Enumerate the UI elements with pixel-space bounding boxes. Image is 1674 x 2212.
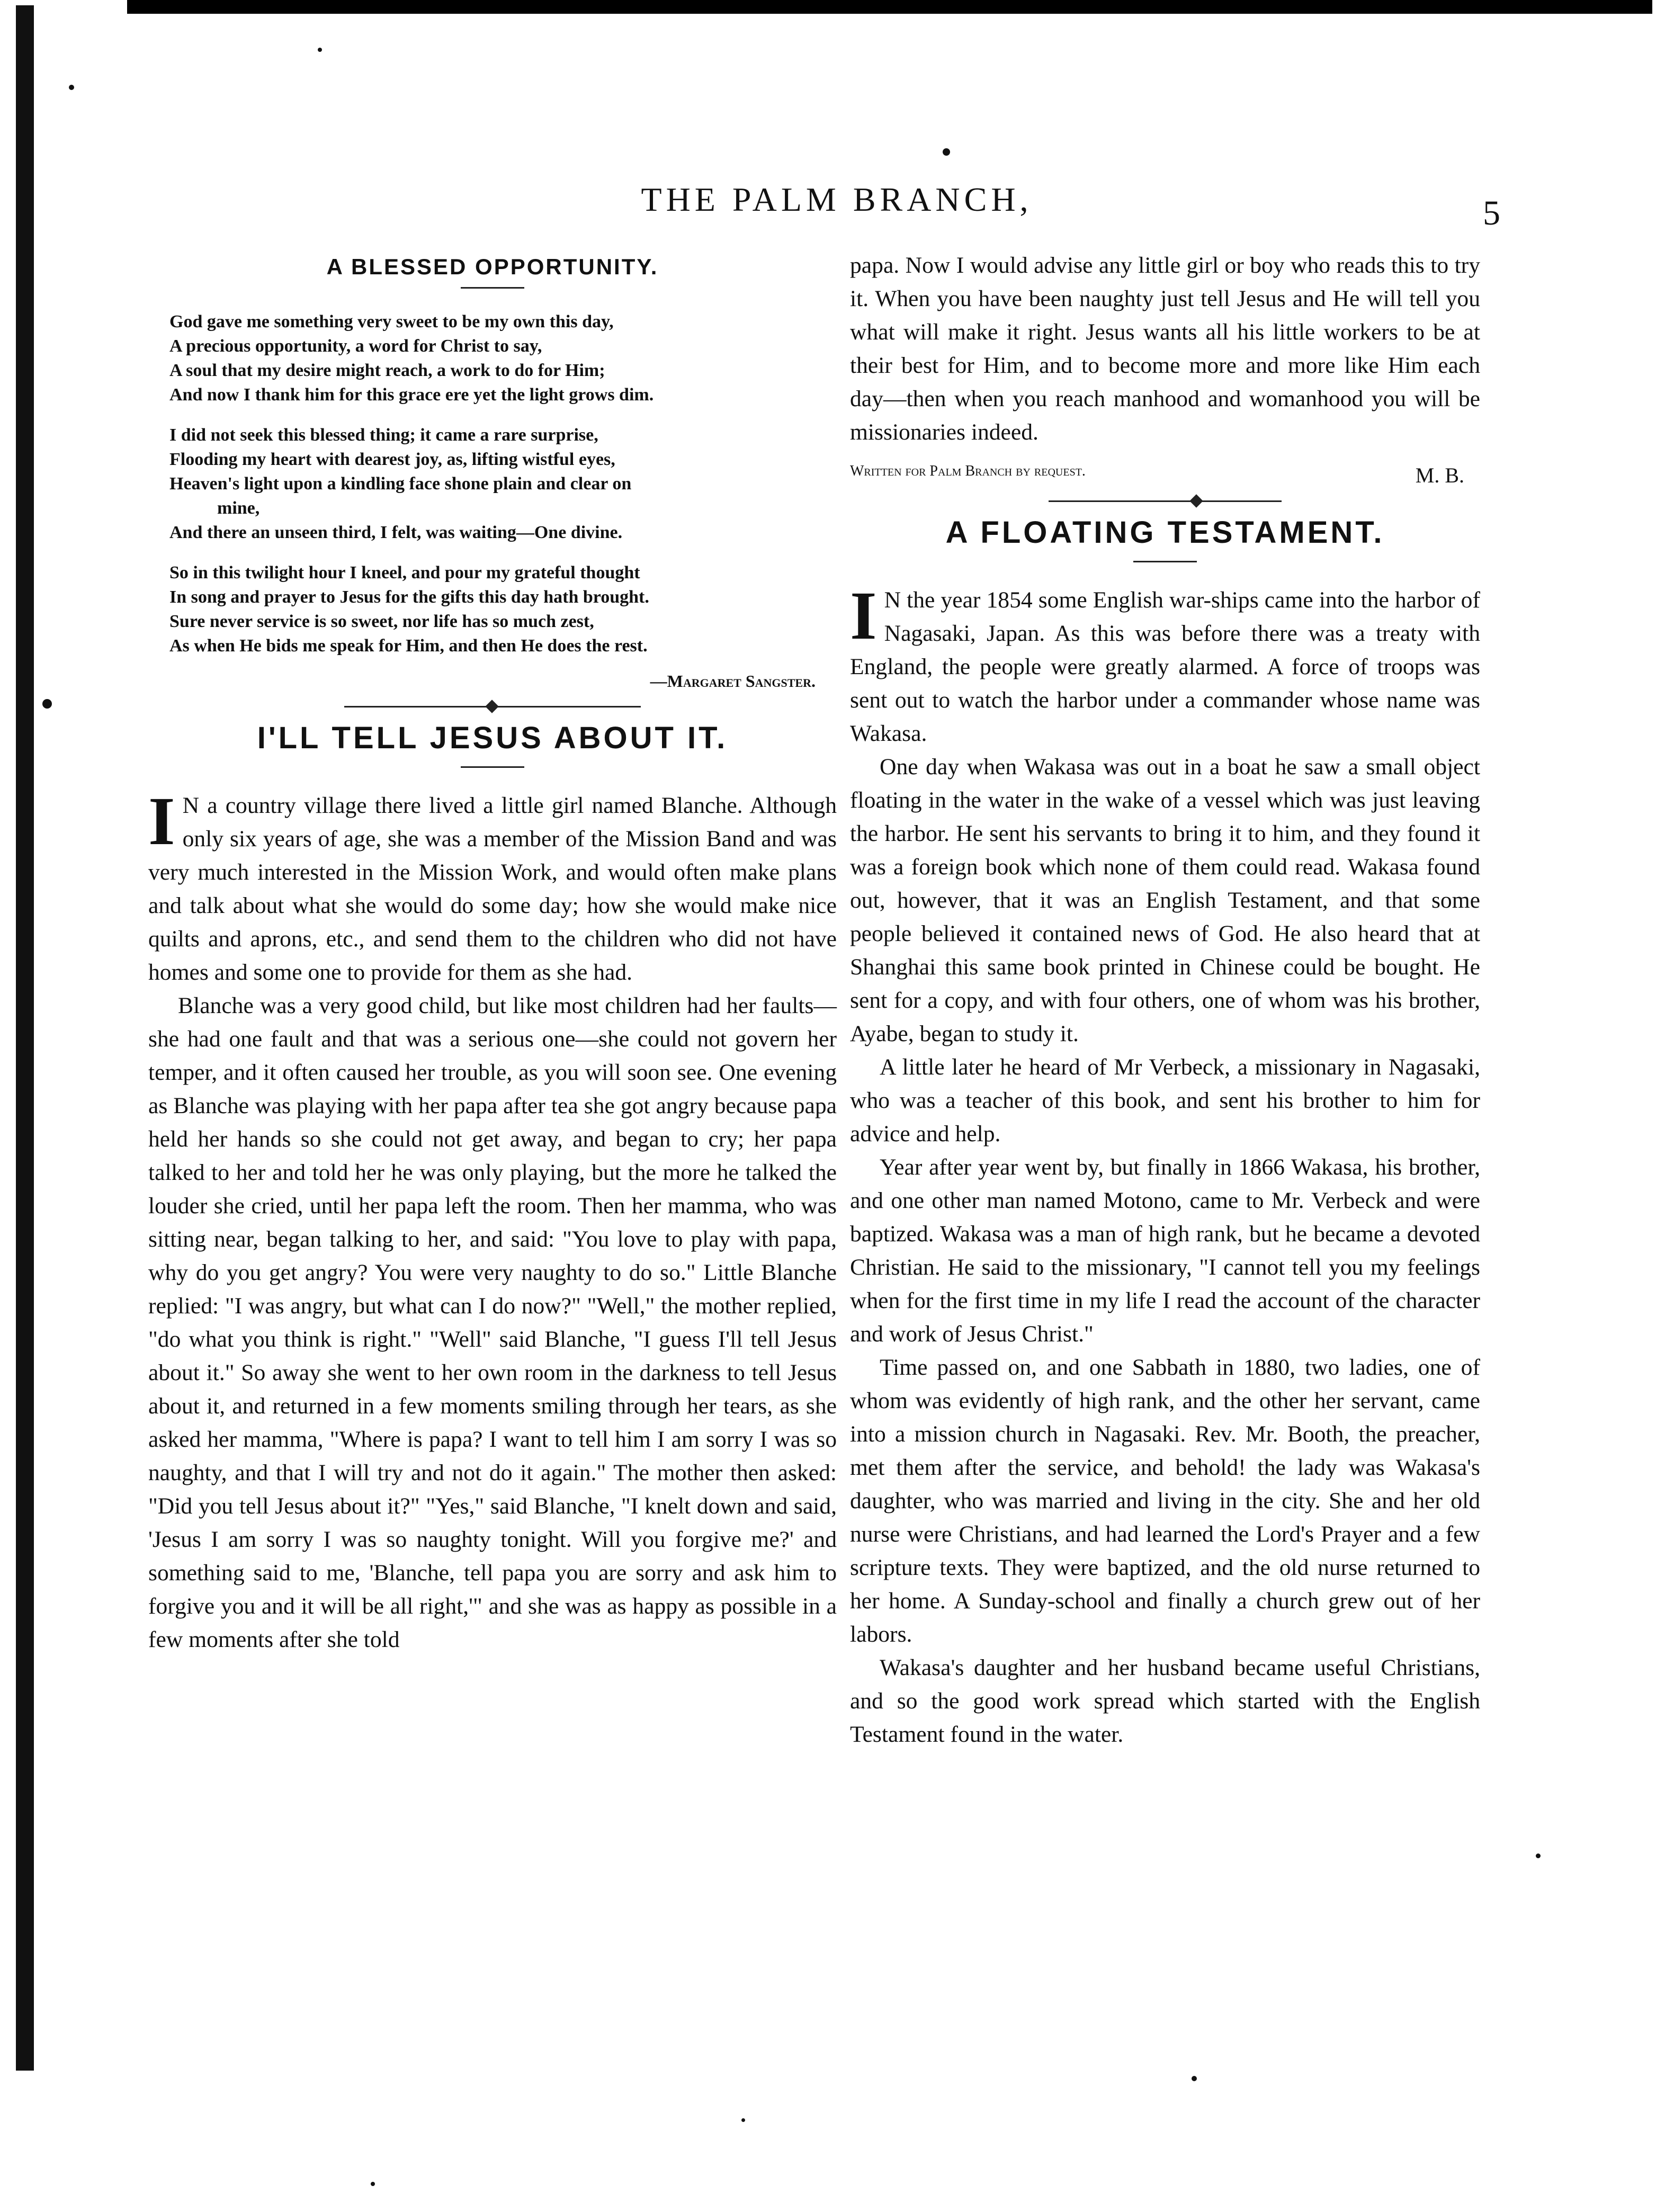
poem-line: mine, — [217, 498, 260, 518]
scan-speck — [318, 48, 322, 52]
credit-line: Written for Palm Branch by request. — [850, 463, 1086, 479]
right-column — [850, 249, 1480, 1751]
story-continuation — [850, 249, 1480, 449]
page-header: THE PALM BRANCH, — [641, 181, 1033, 218]
scan-speck — [1536, 1853, 1541, 1858]
poem-stanza — [148, 423, 837, 545]
left-column — [148, 249, 837, 1656]
poem-stanza — [148, 310, 837, 407]
story-paragraph — [148, 783, 837, 989]
article-paragraph: One day when Wakasa was out in a boat he saw a small object floating in the water in the wake of a vessel which was just leaving the harbor. He sent his servants to bring it to him, and they found it was a foreign book which none of them could read. Wakasa found out, however, that it was an English Testament, and that some people believed it contained news of God. He also heard that at Shanghai this same book printed in Chinese could be bought. He sent for a copy, and with four others, one of whom was his brother, Ayabe, began to study it. — [850, 754, 1480, 1046]
poem-line: So in this twilight hour I kneel, and pour my grateful thought — [169, 563, 640, 583]
poem-line: As when He bids me speak for Him, and then He does the rest. — [169, 636, 648, 656]
poem-line: God gave me something very sweet to be my own this day, — [169, 312, 614, 332]
section-divider — [1049, 500, 1282, 502]
scan-speck — [69, 85, 74, 90]
drop-cap: I — [148, 783, 175, 859]
poem-line: Heaven's light upon a kindling face shone plain and clear on — [169, 474, 632, 494]
page-number: 5 — [1483, 194, 1500, 232]
scan-speck — [42, 699, 52, 709]
article-paragraph: A little later he heard of Mr Verbeck, a missionary in Nagasaki, who was a teacher of this book, and sent his brother to him for advice and help. — [850, 1054, 1480, 1147]
title-rule — [461, 766, 524, 768]
story-body — [148, 783, 837, 1656]
story-paragraph-text: N a country village there lived a little girl named Blanche. Although only six years of age, she was a member of the Mission Band and was very much interested in the Mission Work, and would often make plans and talk about what she would do some day; how she would make nice quilts and aprons, etc., and send them to the children who did not have homes and some one to provide for them as she had. — [148, 793, 837, 985]
author-initials: M. B. — [1415, 463, 1464, 487]
poem-line: And there an unseen third, I felt, was waiting—One divine. — [169, 523, 623, 542]
story-paragraph: papa. Now I would advise any little girl or boy who reads this to try it. When you have been naughty just tell Jesus and He will tell you what will make it right. Jesus wants all his little workers to be at their best for Him, and to become more and more like Him each day—then when you reach manhood and womanhood you will be missionaries indeed. — [850, 253, 1480, 445]
story-paragraph: Blanche was a very good child, but like most children had her faults—she had one fault and that was a serious one—she could not govern her temper, and it often caused her trouble, as you will soon see. One evening as Blanche was playing with her papa after tea she got angry because papa held her hands so she could not get away, and began to cry; her papa talked to her and told her he was only playing, but the more he talked the louder she cried, until her papa left the room. Then her mamma, who was sitting near, began talking to her, and said: "You love to play with papa, why do you get angry? You were very naughty to do so." Little Blanche replied: "I was angry, but what can I do now?" "Well," the mother replied, "do what you think is right." "Well" said Blanche, "I guess I'll tell Jesus about it." So away she went to her own room in the darkness to tell Jesus about it, and returned in a few moments smiling through her tears, as she asked her mamma, "Where is papa? I want to tell him I am sorry I was so naughty, and that I will try and not do it again." The mother then asked: "Did you tell Jesus about it?" "Yes," said Blanche, "I knelt down and said, 'Jesus I am sorry I was so naughty tonight. Will you forgive me?' and something said to me, 'Blanche, tell papa you are sorry and ask him to forgive you and it will be all right,'" and she was as happy as possible in a few moments after she told — [148, 993, 837, 1652]
poem-stanza — [148, 561, 837, 658]
article-paragraph: Wakasa's daughter and her husband became useful Christians, and so the good work spread which started with the English Testament found in the water. — [850, 1655, 1480, 1747]
scan-speck — [1192, 2076, 1197, 2081]
title-rule — [461, 287, 524, 289]
scan-speck — [741, 2118, 745, 2122]
article-paragraph: Year after year went by, but finally in 1866 Wakasa, his brother, and one other man named Motono, came to Mr. Verbeck and were baptized. Wakasa was a man of high rank, but he became a devoted Christian. He said to the missionary, "I cannot tell you my feelings when for the first time in my life I read the account of the character and work of Jesus Christ." — [850, 1154, 1480, 1347]
scan-speck — [943, 148, 950, 156]
poem-author: —Margaret Sangster. — [650, 671, 816, 691]
drop-cap: I — [850, 578, 877, 654]
poem-body — [148, 310, 837, 693]
poem-line: A soul that my desire might reach, a work to do for Him; — [169, 361, 605, 380]
poem-title: A BLESSED OPPORTUNITY. — [326, 254, 659, 279]
poem-line: A precious opportunity, a word for Christ to say, — [169, 336, 542, 356]
poem-line: And now I thank him for this grace ere yet the light grows dim. — [169, 385, 654, 405]
poem-line: I did not seek this blessed thing; it came a rare surprise, — [169, 425, 598, 445]
article-paragraph — [850, 578, 1480, 750]
article-title: A FLOATING TESTAMENT. — [945, 515, 1385, 550]
poem-line: Flooding my heart with dearest joy, as, lifting wistful eyes, — [169, 450, 615, 469]
article-paragraph-text: N the year 1854 some English war-ships came into the harbor of Nagasaki, Japan. As this was before there was a treaty with England, the people were greatly alarmed. A force of troops was sent out to watch the harbor under a commander whose name was Wakasa. — [850, 587, 1480, 746]
scan-speck — [371, 2182, 375, 2186]
article-body — [850, 578, 1480, 1751]
article-paragraph: Time passed on, and one Sabbath in 1880, two ladies, one of whom was evidently of high rank, and the other her servant, came into a mission church in Nagasaki. Rev. Mr. Booth, the preacher, met them after the service, and behold! the lady was Wakasa's daughter, who was married and living in the city. She and her old nurse were Christians, and had learned the Lord's Prayer and a few scripture texts. They were baptized, and the old nurse returned to her home. A Sunday-school and finally a church grew out of her labors. — [850, 1355, 1480, 1647]
title-rule — [1133, 561, 1197, 562]
poem-line: In song and prayer to Jesus for the gifts this day hath brought. — [169, 587, 649, 607]
poem-line: Sure never service is so sweet, nor life has so much zest, — [169, 612, 594, 631]
story-title: I'LL TELL JESUS ABOUT IT. — [257, 721, 728, 755]
top-border — [127, 0, 1652, 14]
left-margin-border — [16, 5, 34, 2071]
story-credit — [850, 463, 1480, 488]
section-divider — [344, 706, 641, 708]
